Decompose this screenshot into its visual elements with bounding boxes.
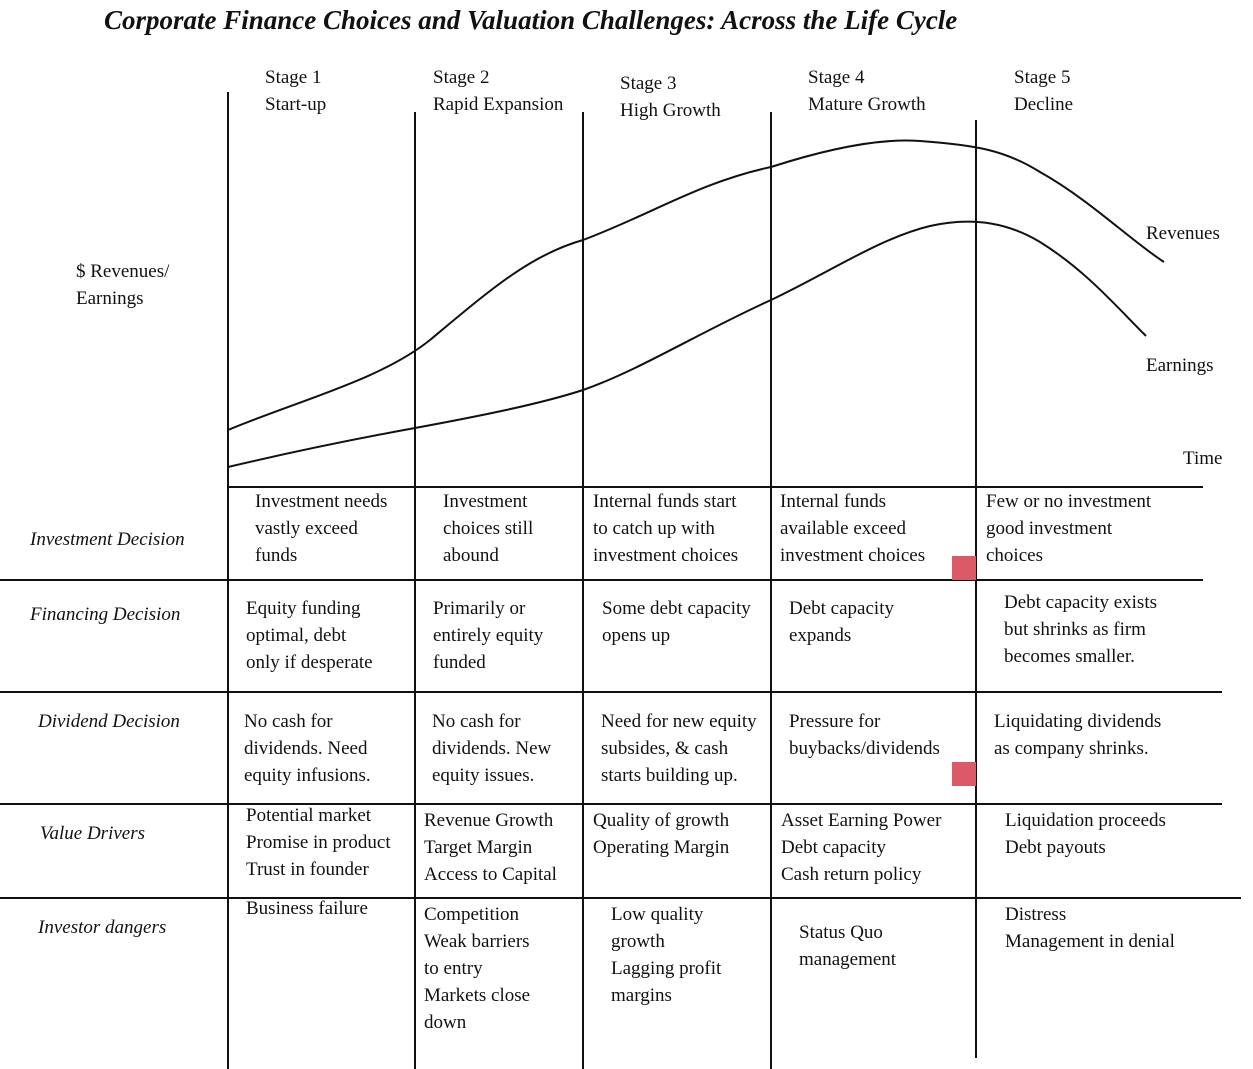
cell-line: Markets close bbox=[424, 985, 531, 1006]
stage-name: Start-up bbox=[265, 94, 327, 115]
cell-line: Weak barriers bbox=[424, 931, 530, 952]
cell-dividend-decision-stage-4 bbox=[789, 708, 940, 762]
stage-3-header bbox=[620, 70, 721, 124]
row-label-investment-decision: Investment Decision bbox=[30, 529, 185, 550]
cell-line: Primarily or bbox=[433, 598, 526, 619]
cell-investor-dangers-stage-1 bbox=[246, 895, 368, 922]
cell-line: expands bbox=[789, 625, 852, 646]
cell-line: equity infusions. bbox=[244, 765, 371, 786]
cell-line: dividends. Need bbox=[244, 738, 368, 759]
cell-line: Investment bbox=[443, 491, 528, 512]
cell-financing-decision-stage-4 bbox=[789, 595, 894, 649]
cell-line: available exceed bbox=[780, 518, 907, 539]
cell-line: abound bbox=[443, 545, 499, 566]
cell-line: Equity funding bbox=[246, 598, 361, 619]
cell-line: but shrinks as firm bbox=[1004, 619, 1146, 640]
cell-line: optimal, debt bbox=[246, 625, 347, 646]
stage-1-header bbox=[265, 64, 326, 118]
cell-line: Business failure bbox=[246, 898, 368, 919]
stage-number: Stage 5 bbox=[1014, 67, 1071, 88]
cell-line: Trust in founder bbox=[246, 859, 369, 880]
cell-line: funded bbox=[433, 652, 486, 673]
cell-line: Distress bbox=[1005, 904, 1067, 925]
cell-line: Potential market bbox=[246, 805, 372, 826]
cell-investor-dangers-stage-4 bbox=[799, 919, 896, 973]
cell-line: investment choices bbox=[780, 545, 926, 566]
row-label-financing-decision: Financing Decision bbox=[30, 604, 181, 625]
cell-investment-decision-stage-4 bbox=[780, 488, 925, 569]
earnings-curve bbox=[228, 222, 1146, 467]
cell-investment-decision-stage-3 bbox=[593, 488, 738, 569]
cell-line: only if desperate bbox=[246, 652, 373, 673]
cell-line: to catch up with bbox=[593, 518, 715, 539]
y-axis-label-line: Earnings bbox=[76, 288, 144, 309]
cell-line: Debt capacity bbox=[781, 837, 886, 858]
cell-line: Debt payouts bbox=[1005, 837, 1106, 858]
cell-investor-dangers-stage-5 bbox=[1005, 901, 1175, 955]
cell-line: down bbox=[424, 1012, 467, 1033]
cell-line: No cash for bbox=[432, 711, 521, 732]
revenues-curve bbox=[228, 140, 1164, 430]
cell-financing-decision-stage-2 bbox=[433, 595, 543, 676]
red-marker bbox=[952, 762, 976, 786]
cell-investment-decision-stage-5 bbox=[986, 488, 1151, 569]
cell-line: Cash return policy bbox=[781, 864, 922, 885]
stage-5-header bbox=[1014, 64, 1073, 118]
page-title: Corporate Finance Choices and Valuation Challenges: Across the Life Cycle bbox=[104, 5, 958, 35]
cell-line: growth bbox=[611, 931, 665, 952]
cell-line: Quality of growth bbox=[593, 810, 730, 831]
cell-line: Debt capacity exists bbox=[1004, 592, 1158, 613]
cell-line: Liquidating dividends bbox=[994, 711, 1162, 732]
cell-value-drivers-stage-3 bbox=[593, 807, 729, 861]
cell-line: good investment bbox=[986, 518, 1113, 539]
row-label-investor-dangers: Investor dangers bbox=[38, 917, 167, 938]
cell-dividend-decision-stage-3 bbox=[601, 708, 757, 789]
cell-line: investment choices bbox=[593, 545, 739, 566]
stage-number: Stage 1 bbox=[265, 67, 322, 88]
y-axis-label bbox=[76, 258, 169, 312]
y-axis-label-line: $ Revenues/ bbox=[76, 261, 170, 282]
stage-name: Decline bbox=[1014, 94, 1074, 115]
cell-line: Target Margin bbox=[424, 837, 533, 858]
cell-dividend-decision-stage-5 bbox=[994, 708, 1161, 762]
cell-line: Some debt capacity bbox=[602, 598, 751, 619]
row-label-dividend-decision: Dividend Decision bbox=[38, 711, 180, 732]
cell-line: Access to Capital bbox=[424, 864, 557, 885]
stage-4-header bbox=[808, 64, 926, 118]
stage-number: Stage 2 bbox=[433, 67, 490, 88]
stage-name: Rapid Expansion bbox=[433, 94, 564, 115]
cell-line: opens up bbox=[602, 625, 671, 646]
cell-dividend-decision-stage-1 bbox=[244, 708, 371, 789]
cell-line: Operating Margin bbox=[593, 837, 730, 858]
cell-line: as company shrinks. bbox=[994, 738, 1149, 759]
cell-line: Management in denial bbox=[1005, 931, 1175, 952]
cell-line: entirely equity bbox=[433, 625, 544, 646]
cell-line: choices bbox=[986, 545, 1043, 566]
cell-line: Pressure for bbox=[789, 711, 881, 732]
cell-line: buybacks/dividends bbox=[789, 738, 940, 759]
cell-line: margins bbox=[611, 985, 672, 1006]
cell-line: equity issues. bbox=[432, 765, 535, 786]
revenues-label: Revenues bbox=[1146, 223, 1220, 244]
cell-line: No cash for bbox=[244, 711, 333, 732]
stage-number: Stage 4 bbox=[808, 67, 865, 88]
stage-number: Stage 3 bbox=[620, 73, 677, 94]
cell-financing-decision-stage-5 bbox=[1004, 589, 1157, 670]
cell-line: management bbox=[799, 949, 897, 970]
cell-line: Promise in product bbox=[246, 832, 391, 853]
cell-line: Internal funds bbox=[780, 491, 887, 512]
cell-line: funds bbox=[255, 545, 298, 566]
cell-value-drivers-stage-2 bbox=[424, 807, 557, 888]
cell-investment-decision-stage-1 bbox=[255, 488, 387, 569]
cell-line: vastly exceed bbox=[255, 518, 358, 539]
cell-line: Debt capacity bbox=[789, 598, 894, 619]
cell-line: Internal funds start bbox=[593, 491, 737, 512]
cell-line: Liquidation proceeds bbox=[1005, 810, 1166, 831]
cell-financing-decision-stage-1 bbox=[246, 595, 373, 676]
cell-line: starts building up. bbox=[601, 765, 738, 786]
cell-line: Low quality bbox=[611, 904, 704, 925]
stage-name: High Growth bbox=[620, 100, 721, 121]
cell-line: choices still bbox=[443, 518, 534, 539]
cell-financing-decision-stage-3 bbox=[602, 595, 751, 649]
cell-value-drivers-stage-1 bbox=[246, 802, 391, 883]
cell-investment-decision-stage-2 bbox=[443, 488, 533, 569]
cell-dividend-decision-stage-2 bbox=[432, 708, 551, 789]
time-axis-label: Time bbox=[1183, 448, 1223, 469]
row-label-value-drivers: Value Drivers bbox=[40, 823, 146, 844]
cell-value-drivers-stage-4 bbox=[781, 807, 941, 888]
cell-line: Lagging profit bbox=[611, 958, 722, 979]
cell-line: dividends. New bbox=[432, 738, 552, 759]
stage-2-header bbox=[433, 64, 563, 118]
cell-line: Investment needs bbox=[255, 491, 388, 512]
cell-line: subsides, & cash bbox=[601, 738, 729, 759]
cell-value-drivers-stage-5 bbox=[1005, 807, 1166, 861]
cell-investor-dangers-stage-2 bbox=[424, 901, 530, 1036]
cell-line: Revenue Growth bbox=[424, 810, 554, 831]
cell-line: Asset Earning Power bbox=[781, 810, 942, 831]
cell-line: becomes smaller. bbox=[1004, 646, 1135, 667]
cell-line: Status Quo bbox=[799, 922, 883, 943]
cell-line: Few or no investment bbox=[986, 491, 1152, 512]
cell-line: Competition bbox=[424, 904, 519, 925]
cell-line: to entry bbox=[424, 958, 483, 979]
earnings-label: Earnings bbox=[1146, 355, 1214, 376]
red-marker bbox=[952, 556, 976, 580]
stage-name: Mature Growth bbox=[808, 94, 926, 115]
cell-investor-dangers-stage-3 bbox=[611, 901, 721, 1009]
cell-line: Need for new equity bbox=[601, 711, 757, 732]
